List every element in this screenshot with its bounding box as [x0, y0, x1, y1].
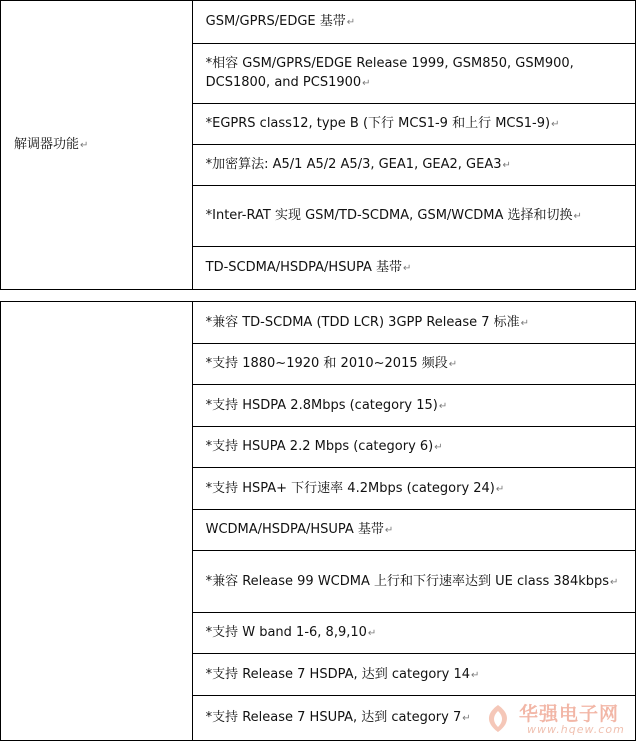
paragraph-mark: ↵ [448, 359, 458, 370]
paragraph-mark: ↵ [502, 160, 511, 171]
paragraph-mark: ↵ [610, 576, 619, 588]
modem-spec-table-1 [0, 0, 636, 290]
spec-text: *支持 1880~1920 和 2010~2015 频段 [205, 356, 448, 371]
spec-cell [192, 186, 635, 247]
spec-cell [192, 427, 635, 468]
spec-text: *支持 Release 7 HSDPA, 达到 category 14 [205, 666, 471, 682]
spec-text: *支持 Release 7 HSUPA, 达到 category 7 [205, 710, 462, 725]
modem-spec-table-2 [0, 301, 636, 741]
spec-cell [192, 247, 635, 290]
spec-cell [192, 44, 635, 104]
spec-text: *支持 W band 1-6, 8,9,10 [205, 625, 367, 640]
spec-text: *相容 GSM/GPRS/EDGE Release 1999, GSM850, GSM900, DCS1800, and PCS1900 [205, 56, 574, 90]
table-row [1, 1, 636, 44]
spec-text: TD-SCDMA/HSDPA/HSUPA 基带 [205, 260, 402, 275]
spec-text: *兼容 Release 99 WCDMA 上行和下行速率达到 UE class 384kbps [205, 573, 610, 589]
paragraph-mark: ↵ [551, 119, 560, 130]
spec-text: *支持 HSDPA 2.8Mbps (category 15) [205, 397, 438, 413]
spec-cell [192, 344, 635, 385]
paragraph-mark: ↵ [384, 525, 394, 536]
spec-cell [192, 613, 635, 654]
spec-cell [192, 1, 635, 44]
spec-cell [192, 551, 635, 613]
paragraph-mark: ↵ [346, 17, 356, 28]
paragraph-mark: ↵ [438, 400, 448, 412]
watermark-url: www.hqew.com [527, 723, 625, 736]
watermark-title: 华强电子网 [519, 703, 620, 725]
paragraph-mark: ↵ [462, 713, 471, 724]
table-row [1, 302, 636, 344]
paragraph-mark: ↵ [403, 263, 412, 274]
spec-text: WCDMA/HSDPA/HSUPA 基带 [205, 522, 384, 537]
paragraph-mark: ↵ [367, 628, 377, 639]
spec-cell [192, 385, 635, 427]
spec-cell [192, 145, 635, 186]
spec-text: GSM/GPRS/EDGE 基带 [205, 14, 346, 29]
spec-text: *加密算法: A5/1 A5/2 A5/3, GEA1, GEA2, GEA3 [205, 157, 502, 172]
spec-cell [192, 104, 635, 145]
paragraph-mark: ↵ [495, 483, 505, 495]
spec-cell [192, 510, 635, 551]
paragraph-mark: ↵ [362, 78, 371, 89]
paragraph-mark: ↵ [520, 317, 530, 329]
spec-cell [192, 468, 635, 510]
spec-text: *Inter-RAT 实现 GSM/TD-SCDMA, GSM/WCDMA 选择和切换 [205, 208, 573, 223]
table-gap [0, 291, 637, 300]
row-label-cell [1, 302, 193, 741]
watermark [481, 699, 631, 739]
spec-cell [192, 654, 635, 696]
row-label-cell [1, 1, 193, 290]
paragraph-mark: ↵ [573, 211, 582, 222]
paragraph-mark: ↵ [471, 669, 480, 681]
paragraph-mark: ↵ [434, 442, 443, 453]
spec-text: *支持 HSPA+ 下行速率 4.2Mbps (category 24) [205, 480, 495, 496]
spec-text: *支持 HSUPA 2.2 Mbps (category 6) [205, 439, 434, 454]
paragraph-mark: ↵ [80, 140, 89, 151]
spec-text: *EGPRS class12, type B (下行 MCS1-9 和上行 MCS1-9) [205, 116, 551, 131]
row-label: 解调器功能 [14, 137, 80, 152]
spec-text: *兼容 TD-SCDMA (TDD LCR) 3GPP Release 7 标准 [205, 314, 520, 330]
hqew-logo-icon [481, 702, 515, 736]
spec-cell [192, 302, 635, 344]
